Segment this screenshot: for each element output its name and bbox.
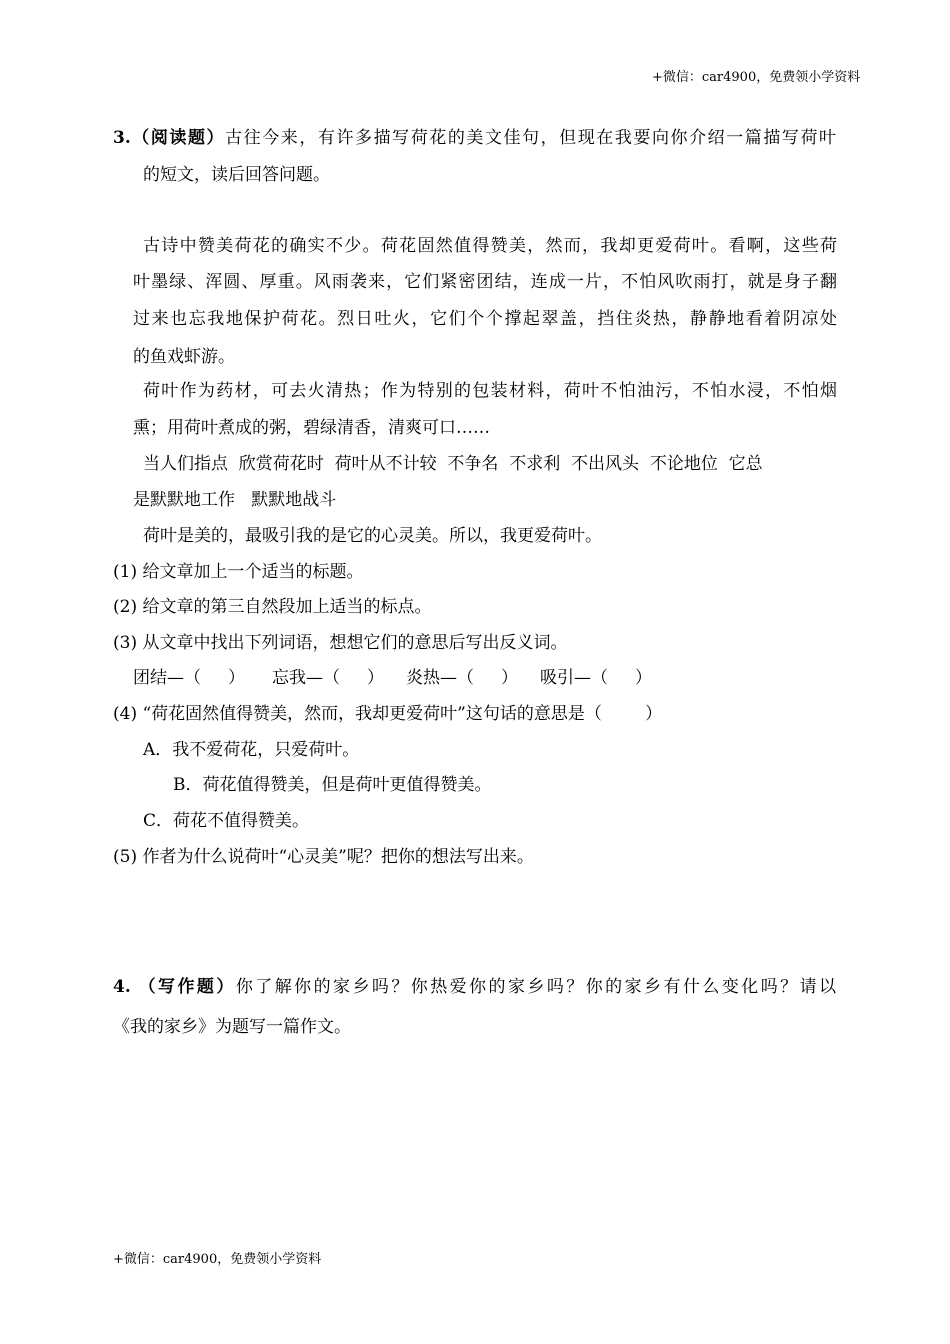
q4-title-line [113,972,836,997]
q3-sub4-option-c: C．荷花不值得赞美。 [143,811,310,831]
q4-line-2: 《我的家乡》为题写一篇作文。 [113,1017,351,1037]
passage-p2-line1: 荷叶作为药材，可去火清热；作为特别的包装材料，荷叶不怕油污，不怕水浸，不怕烟 [143,381,837,401]
q3-sub5: (5) 作者为什么说荷叶“心灵美”呢？把你的想法写出来。 [113,847,534,867]
q3-sub4-option-a: A．我不爱荷花，只爱荷叶。 [143,740,360,760]
q3-tag: （阅读题） [130,128,226,148]
passage-p2-line2: 熏；用荷叶煮成的粥，碧绿清香，清爽可口…… [133,418,490,438]
q4-tag: （写作题） [138,977,236,997]
passage-p1-line3: 过来也忘我地保护荷花。烈日吐火，它们个个撑起翠盖，挡住炎热，静静地看着阴凉处 [133,309,837,329]
q3-sub3-word-1: 团结—（ ） [133,668,246,688]
q4-number: 4. [113,977,131,997]
q3-intro-2: 的短文，读后回答问题。 [143,165,330,185]
passage-p1-line1: 古诗中赞美荷花的确实不少。荷花固然值得赞美，然而，我却更爱荷叶。看啊，这些荷 [143,236,837,256]
passage-p1-line2: 叶墨绿、浑圆、厚重。风雨袭来，它们紧密团结，连成一片，不怕风吹雨打，就是身子翻 [133,272,837,292]
q3-intro-1: 古往今来，有许多描写荷花的美文佳句，但现在我要向你介绍一篇描写荷叶 [225,128,837,148]
q3-sub4: (4) “荷花固然值得赞美，然而，我却更爱荷叶”这句话的意思是（ ） [113,704,663,724]
passage-p4-line1: 荷叶是美的，最吸引我的是它的心灵美。所以，我更爱荷叶。 [143,526,602,546]
q3-title-line [113,123,836,148]
footer-note: +微信：car4900，免费领小学资料 [113,1252,322,1267]
q3-sub2: (2) 给文章的第三自然段加上适当的标点。 [113,597,432,617]
passage-p3-line2: 是默默地工作 默默地战斗 [133,490,337,510]
passage-p3-line1: 当人们指点 欣赏荷花时 荷叶从不计较 不争名 不求利 不出风头 不论地位 它总 [143,454,763,474]
q3-sub3-word-4: 吸引—（ ） [540,668,653,688]
q3-sub3: (3) 从文章中找出下列词语，想想它们的意思后写出反义词。 [113,633,568,653]
header-note: +微信：car4900，免费领小学资料 [652,70,861,85]
q3-sub4-option-b: B．荷花值得赞美，但是荷叶更值得赞美。 [173,775,492,795]
q3-sub1: (1) 给文章加上一个适当的标题。 [113,562,364,582]
passage-p1-line4: 的鱼戏虾游。 [133,347,235,367]
q4-line-1: 你了解你的家乡吗？你热爱你的家乡吗？你的家乡有什么变化吗？请以 [235,977,837,997]
q3-sub3-word-3: 炎热—（ ） [406,668,519,688]
q3-number: 3. [113,128,131,148]
q3-sub3-word-2: 忘我—（ ） [272,668,385,688]
